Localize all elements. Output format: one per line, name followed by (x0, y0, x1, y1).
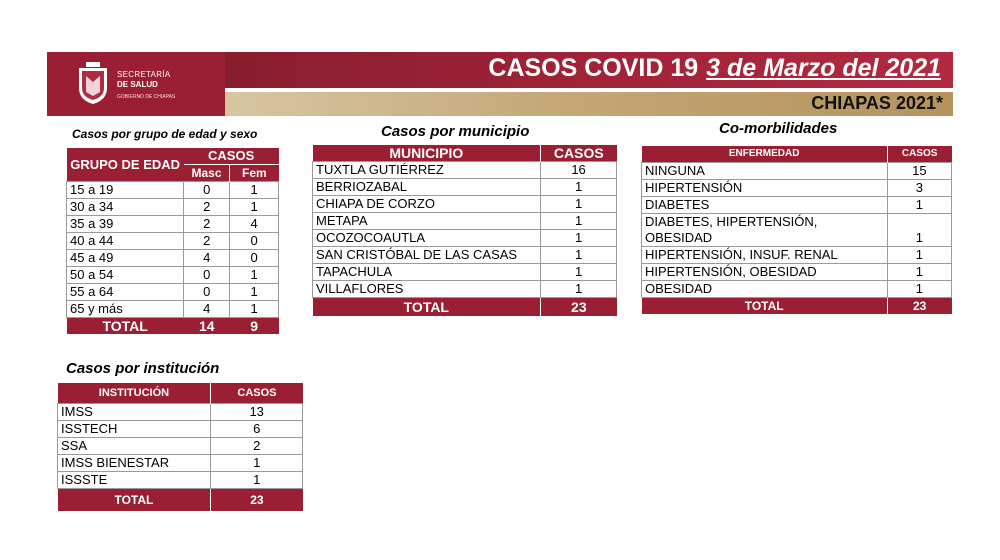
disease-cases: 1 (887, 197, 951, 214)
col-header-age-group: GRUPO DE EDAD (67, 148, 184, 182)
title-text: CASOS COVID 19 (488, 54, 699, 82)
total-label: TOTAL (58, 489, 211, 512)
age-sex-table (66, 148, 279, 334)
age-group-cell: 40 a 44 (67, 233, 184, 250)
disease-cases: 1 (887, 214, 951, 247)
municipio-name: VILLAFLORES (313, 281, 541, 298)
municipio-cases: 16 (541, 162, 617, 179)
disease-cases: 3 (887, 180, 951, 197)
fem-cell: 0 (230, 233, 279, 250)
shield-logo-icon (77, 62, 109, 104)
table-row (67, 182, 279, 199)
institution-cases: 2 (211, 438, 303, 455)
institution-name: ISSTECH (58, 421, 211, 438)
total-value: 23 (211, 489, 303, 512)
masc-cell: 2 (184, 216, 230, 233)
table-row (313, 196, 617, 213)
col-header-cases: CASOS (887, 146, 951, 163)
age-group-cell: 15 a 19 (67, 182, 184, 199)
table-row (313, 281, 617, 298)
col-header-masc: Masc (184, 165, 230, 182)
municipio-cases: 1 (541, 196, 617, 213)
age-group-cell: 55 a 64 (67, 284, 184, 301)
municipio-name: CHIAPA DE CORZO (313, 196, 541, 213)
table-row (67, 233, 279, 250)
col-header-enfermedad: ENFERMEDAD (642, 146, 888, 163)
institution-cases: 1 (211, 472, 303, 489)
total-value: 23 (887, 298, 951, 315)
table-row (67, 250, 279, 267)
institucion-title: Casos por institución (66, 360, 220, 377)
page-subtitle: CHIAPAS 2021* (811, 93, 943, 113)
total-label: TOTAL (313, 298, 541, 317)
total-row (642, 298, 952, 315)
total-label: TOTAL (642, 298, 888, 315)
fem-cell: 1 (230, 199, 279, 216)
total-value: 23 (541, 298, 617, 317)
total-row (58, 489, 303, 512)
logo-text-gobierno: GOBIERNO DE CHIAPAS (117, 94, 176, 100)
municipio-cases: 1 (541, 230, 617, 247)
municipio-name: METAPA (313, 213, 541, 230)
col-header-municipio: MUNICIPIO (313, 145, 541, 162)
col-header-fem: Fem (230, 165, 279, 182)
masc-cell: 2 (184, 233, 230, 250)
table-row (58, 472, 303, 489)
logo-text-salud: DE SALUD (117, 80, 158, 89)
table-row (313, 264, 617, 281)
age-group-cell: 65 y más (67, 301, 184, 318)
col-header-institucion: INSTITUCIÓN (58, 383, 211, 404)
table-row (58, 404, 303, 421)
disease-cases: 1 (887, 247, 951, 264)
table-row (67, 267, 279, 284)
disease-name: NINGUNA (642, 163, 888, 180)
fem-cell: 1 (230, 182, 279, 199)
age-group-cell: 45 a 49 (67, 250, 184, 267)
total-label: TOTAL (67, 318, 184, 335)
municipio-name: OCOZOCOAUTLA (313, 230, 541, 247)
table-row (642, 281, 952, 298)
fem-cell: 1 (230, 284, 279, 301)
municipio-cases: 1 (541, 264, 617, 281)
col-header-cases: CASOS (184, 148, 279, 165)
institution-name: ISSSTE (58, 472, 211, 489)
col-header-cases: CASOS (211, 383, 303, 404)
disease-name: DIABETES (642, 197, 888, 214)
masc-cell: 4 (184, 301, 230, 318)
institucion-table (57, 383, 303, 511)
comorbilidades-title: Co-morbilidades (719, 120, 838, 137)
disease-cases: 1 (887, 281, 951, 298)
disease-name: HIPERTENSIÓN, INSUF. RENAL (642, 247, 888, 264)
municipio-cases: 1 (541, 247, 617, 264)
institution-name: IMSS BIENESTAR (58, 455, 211, 472)
total-fem: 9 (230, 318, 279, 335)
age-group-cell: 30 a 34 (67, 199, 184, 216)
table-row (313, 213, 617, 230)
table-row (313, 179, 617, 196)
table-row (642, 180, 952, 197)
municipio-title: Casos por municipio (381, 123, 530, 140)
table-row (642, 163, 952, 180)
table-row (642, 214, 952, 247)
age-sex-title: Casos por grupo de edad y sexo (72, 127, 258, 141)
disease-name: HIPERTENSIÓN (642, 180, 888, 197)
disease-name: DIABETES, HIPERTENSIÓN, OBESIDAD (642, 214, 888, 247)
disease-name: HIPERTENSIÓN, OBESIDAD (642, 264, 888, 281)
table-row (67, 284, 279, 301)
table-row (67, 216, 279, 233)
municipio-cases: 1 (541, 179, 617, 196)
logo-text-secretaria: SECRETARÍA (117, 70, 171, 79)
institution-cases: 13 (211, 404, 303, 421)
table-row (58, 421, 303, 438)
masc-cell: 2 (184, 199, 230, 216)
fem-cell: 0 (230, 250, 279, 267)
institution-name: SSA (58, 438, 211, 455)
table-row (58, 455, 303, 472)
institution-cases: 6 (211, 421, 303, 438)
disease-cases: 15 (887, 163, 951, 180)
fem-cell: 4 (230, 216, 279, 233)
municipio-table (312, 145, 617, 316)
municipio-name: BERRIOZABAL (313, 179, 541, 196)
masc-cell: 0 (184, 182, 230, 199)
masc-cell: 0 (184, 267, 230, 284)
table-row (67, 301, 279, 318)
fem-cell: 1 (230, 267, 279, 284)
table-row (642, 247, 952, 264)
col-header-cases: CASOS (541, 145, 617, 162)
table-row (67, 199, 279, 216)
table-row (642, 264, 952, 281)
total-row (313, 298, 617, 317)
table-row (313, 247, 617, 264)
comorbilidades-table (641, 146, 952, 314)
table-row (313, 230, 617, 247)
fem-cell: 1 (230, 301, 279, 318)
municipio-cases: 1 (541, 213, 617, 230)
institution-cases: 1 (211, 455, 303, 472)
municipio-cases: 1 (541, 281, 617, 298)
total-row (67, 318, 279, 335)
header-subtitle-bar (225, 92, 953, 116)
logo-panel (47, 52, 225, 116)
municipio-name: SAN CRISTÓBAL DE LAS CASAS (313, 247, 541, 264)
table-row (58, 438, 303, 455)
masc-cell: 4 (184, 250, 230, 267)
table-row (313, 162, 617, 179)
municipio-name: TAPACHULA (313, 264, 541, 281)
disease-name: OBESIDAD (642, 281, 888, 298)
total-masc: 14 (184, 318, 230, 335)
age-group-cell: 35 a 39 (67, 216, 184, 233)
institution-name: IMSS (58, 404, 211, 421)
age-group-cell: 50 a 54 (67, 267, 184, 284)
disease-cases: 1 (887, 264, 951, 281)
page-title (488, 54, 941, 83)
table-row (642, 197, 952, 214)
municipio-name: TUXTLA GUTIÉRREZ (313, 162, 541, 179)
masc-cell: 0 (184, 284, 230, 301)
title-date: 3 de Marzo del 2021 (706, 54, 941, 82)
